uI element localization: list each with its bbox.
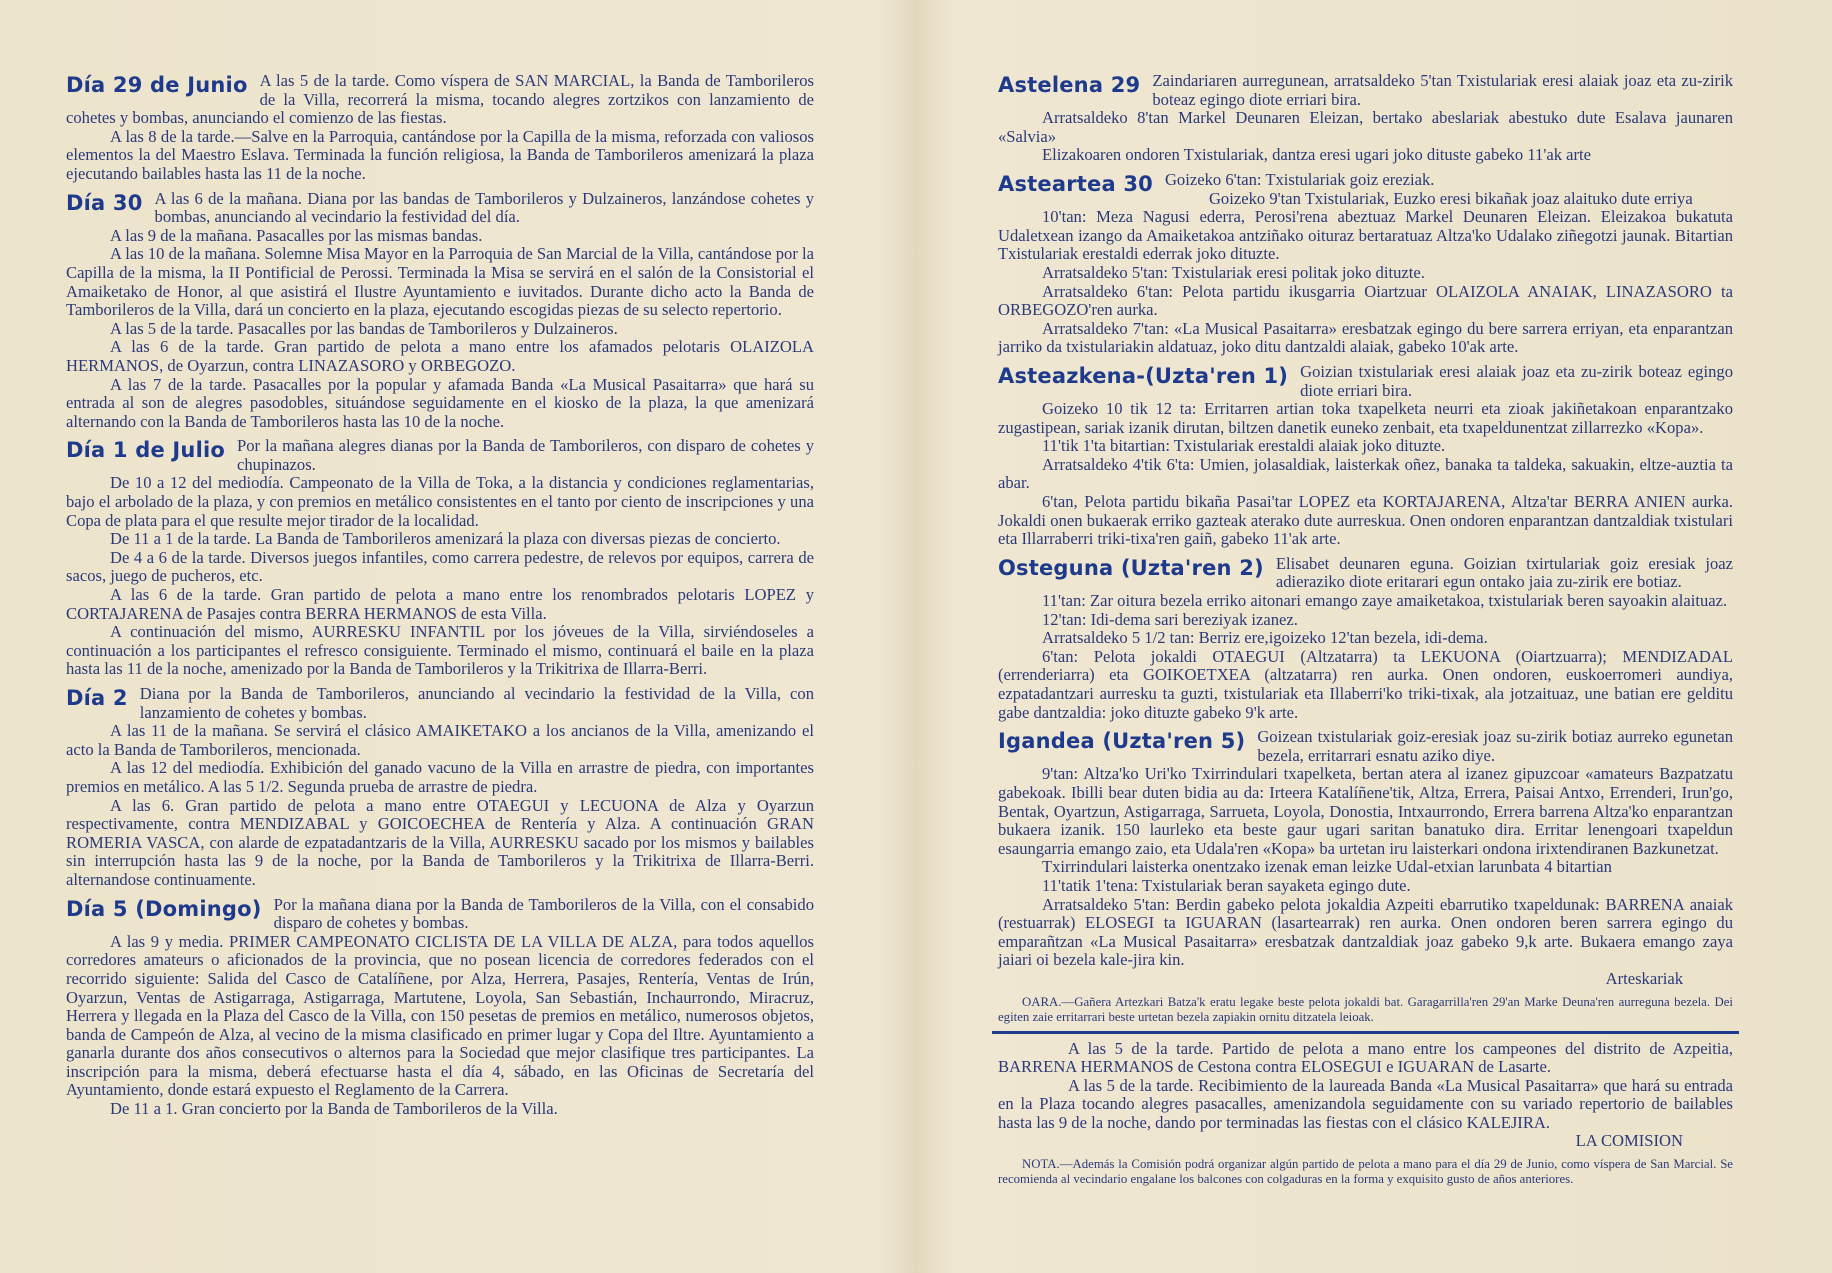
paragraph: Arratsaldeko 7'tan: «La Musical Pasaitarra» eresbatzak egingo du bere sarrera erriyan, eta enparantzan jarriko da txistulariakin aldatuaz, joko ditu dantzaldi alaiak, gabeko 10'ak arte. — [998, 318, 1733, 357]
section-asteazkena — [998, 363, 1733, 549]
paragraph: Arratsaldeko 5'tan: Txistulariak eresi politak joko dituzte. — [1042, 262, 1425, 282]
paragraph: A las 8 de la tarde.—Salve en la Parroquia, cantándose por la Capilla de la misma, reforzada con valiosos elementos la del Maestro Eslava. Terminada la función religiosa, la Banda de Tamborileros amenizará la plaza ejecutando bailables hasta las 11 de la noche. — [66, 126, 814, 183]
oara-note: OARA.—Gañera Artezkari Batza'k eratu legake beste pelota jokaldi bat. Garagarrilla'ren 29'an Marke Deuna'ren aurreguna bezela. Dei egiten zaie erritarrari beste urtetan bezela zapiakin ornitu ditzatela leioak. — [998, 994, 1733, 1024]
day-heading: Osteguna (Uzta'ren 2) — [998, 555, 1264, 580]
section-intro: Goizean txistulariak goiz-eresiak joaz su-zirik botiaz aurreko egunetan bezela, erritarrari esnatu aziko diye. — [1257, 727, 1733, 765]
section-intro: Zaindariaren aurregunean, arratsaldeko 5'tan Txistulariak eresi alaiak joaz eta zu-zirik boteaz egingo diote erriari bira. — [1152, 71, 1733, 109]
section-dia-1-julio — [66, 437, 814, 679]
divider-rule — [992, 1031, 1739, 1034]
paragraph: 11'tan: Zar oitura bezela erriko aitonari emango zaye amaiketakoa, txistulariak beren sayoakin alaituaz. — [1042, 591, 1728, 611]
section-dia-5-domingo — [66, 896, 814, 1119]
paragraph: 9'tan: Altza'ko Uri'ko Txirrindulari txapelketa, bertan atera al izanez gipuzcoar «amateurs Bazpatzatu gabekoak. Ibilli bear duten bidia au da: Irteera Katalíñene'tik, Altza, Errera, Paisai Antxo, Errenderi, Irun'go, Bentak, Oyartzun, Astigarraga, Sarrueta, Loyola, Donostia, Intxaurrondo, Errera barrena Altza'ko enparantzan bukaera izanik. 150 laurleko eta beste gaur ugari saritan banatuko dira. Erritar lenengoari txapeldun esaungarria emango zaio, eta Udala'ren «Kopa» ba urtetan iru laisterkari ondona irixtendiranen Bazkunetzat. — [998, 764, 1733, 858]
paragraph: Elizakoaren ondoren Txistulariak, dantza eresi ugari joko dituste gabeko 11'ak arte — [1042, 145, 1592, 165]
paragraph: 12'tan: Idi-dema sari bereziyak izanez. — [1042, 609, 1298, 629]
paragraph: De 10 a 12 del mediodía. Campeonato de la Villa de Toka, a la distancia y condiciones reglamentarias, bajo el arbolado de la plaza, y con premios en metálico consistentes en el tanto por ciento de inscripciones y una Copa de plata para el que resulte mejor tirador de la localidad. — [66, 473, 814, 530]
paragraph: A las 9 de la mañana. Pasacalles por las mismas bandas. — [110, 225, 483, 245]
paragraph: Txirrindulari laisterka onentzako izenak eman leizke Udal-etxian larunbata 4 bitartian — [1042, 857, 1612, 877]
paragraph: A las 10 de la mañana. Solemne Misa Mayor en la Parroquia de San Marcial de la Villa, cantándose por la Capilla de la misma, la II Pontificial de Perossi. Terminada la Misa se servirá en el salón de la Consistorial el Amaiketako de Honor, al que asistirá el Ilustre Ayuntamiento e iuvitados. Durante dicho acto la Banda de Tamborileros de la Villa, dará un concierto en la plaza, ejecutando escogidas piezas de su selecto repertorio. — [66, 244, 814, 320]
section-intro: Por la mañana alegres dianas por la Banda de Tamborileros, con disparo de cohetes y chupinazos. — [237, 436, 814, 474]
nota-note: NOTA.—Además la Comisión podrá organizar algún partido de pelota a mano para el día 29 de Junio, como víspera de San Marcial. Se recomienda al vecindario engalane los balcones con colgaduras en la forma y exquisito gusto de años anteriores. — [998, 1157, 1733, 1187]
paragraph: A las 12 del mediodía. Exhibición del ganado vacuno de la Villa en arrastre de piedra, con importantes premios en metálico. A las 5 1/2. Segunda prueba de arrastre de piedra. — [66, 758, 814, 796]
section-osteguna — [998, 555, 1733, 722]
day-heading: Día 29 de Junio — [66, 73, 248, 97]
section-intro: A las 6 de la mañana. Diana por las bandas de Tamborileros y Dulzaineros, lanzándose cohetes y bombas, anunciando al vecindario la festividad del día. — [154, 188, 814, 227]
section-intro: Goizian txistulariak eresi alaiak joaz eta zu-zirik boteaz egingo diote erriari bira. — [1300, 361, 1733, 400]
day-heading: Día 2 — [66, 686, 128, 710]
commission-signature: LA COMISION — [1575, 1131, 1683, 1151]
paragraph: A las 11 de la mañana. Se servirá el clásico AMAIKETAKO a los ancianos de la Villa, amenizando el acto la Banda de Tamborileros, mencionada. — [66, 721, 814, 759]
paragraph: Arratsaldeko 6'tan: Pelota partidu ikusgarria Oiartzuar OLAIZOLA ANAIAK, LINAZASORO ta ORBEGOZO'ren aurka. — [998, 281, 1733, 320]
closing-block — [998, 1040, 1733, 1188]
day-heading: Día 5 (Domingo) — [66, 896, 262, 921]
section-astelena-29 — [998, 72, 1733, 165]
paragraph: 6'tan, Pelota partidu bikaña Pasai'tar LOPEZ eta KORTAJARENA, Altza'tar BERRA ANIEN aurka. Jokaldi onen bukaerak erriko gazteak aterako dute aurreskua. Onen ondoren enparantzan dantzaldiak txistulari eta Illarraberri triki-tixa'ren gaiñ, gabeko 11'ak arte. — [998, 492, 1733, 549]
paragraph: A las 6 de la tarde. Gran partido de pelota a mano entre los afamados pelotaris OLAIZOLA HERMANOS, de Oyarzun, contra LINAZASORO y ORBEGOZO. — [66, 337, 814, 375]
paragraph: Goizeko 9'tan Txistulariak, Euzko eresi bikañak joaz alaituko dute erriya — [1208, 188, 1693, 208]
section-intro: Elisabet deunaren eguna. Goizian txirtulariak goiz eresiak joaz adieraziko diote eritarari egun ontako jaia zu-zirik ere botiaz. — [1275, 553, 1733, 592]
paragraph: A las 5 de la tarde. Partido de pelota a mano entre los campeones del distrito de Azpeitia, BARRENA HERMANOS de Cestona contra ELOSEGUI e IGUARAN de Lasarte. — [998, 1038, 1733, 1077]
day-heading: Asteazkena-(Uzta'ren 1) — [998, 363, 1289, 388]
paragraph: Arratsaldeko 4'tik 6'ta: Umien, jolasaldiak, laisterkak oñez, banaka ta taldeka, sakuakin, eltze-auztia ta abar. — [998, 454, 1733, 493]
paragraph: A continuación del mismo, AURRESKU INFANTIL por los jóveues de la Villa, sirviéndoseles a continuación a los participantes el refresco consiguiente. Terminado el mismo, continuará el baile en la plaza hasta las 11 de la noche, amenizado por la Banda de Tamborileros y la Trikitrixa de Illarra-Berri. — [66, 622, 814, 679]
left-page — [66, 72, 814, 1125]
paragraph: 11'tik 1'ta bitartian: Txistulariak erestaldi alaiak joko dituzte. — [1042, 436, 1446, 456]
paragraph: Arratsaldeko 5 1/2 tan: Berriz ere,igoizeko 12'tan bezela, idi-dema. — [1042, 628, 1488, 648]
paragraph: A las 9 y media. PRIMER CAMPEONATO CICLISTA DE LA VILLA DE ALZA, para todos aquellos corredores amateurs o aficionados de la provincia, que no posean licencia de corredores federados con el recorrido siguiente: Salida del Casco de Catalíñene, por Alza, Herrera, Pasajes, Rentería, Ventas de Irún, Oyarzun, Ventas de Astigarraga, Astigarraga, Martutene, Loyola, San Sebastián, Inchaurrondo, Miracruz, Herrera y llegada en la Plaza del Casco de la Villa, con 150 pesetas de premios en metálico, numerosos objetos, banda de Campeón de Alza, al vecino de la misma clasificado en primer lugar y Copa del Iltre. Ayuntamiento a ganarla durante dos años consecutivos o alternos para la Sociedad que mejor clasifique tres participantes. La inscripción para la misma, deberá efectuarse hasta el día 4, sábado, en las Oficinas de Secretaría del Ayuntamiento, donde estará expuesto el Reglamento de la Carrera. — [66, 931, 814, 1100]
section-dia-2 — [66, 685, 814, 890]
paragraph: 11'tatik 1'tena: Txistulariak beran sayaketa egingo dute. — [1042, 875, 1411, 895]
day-heading: Asteartea 30 — [998, 171, 1153, 196]
section-intro: Goizeko 6'tan: Txistulariak goiz ereziak. — [1164, 169, 1435, 189]
paragraph: A las 5 de la tarde. Pasacalles por las bandas de Tamborileros y Dulzaineros. — [110, 318, 618, 338]
paragraph: Goizeko 10 tik 12 ta: Erritarren artian toka txapelketa neurri eta zioak jakiñetakoan enparantzako zugastipean, sariak izanik dirutan, biltzen danetik euneko zenbait, eta txapeldunentzat zillarrezko «Kopa». — [998, 399, 1733, 437]
right-page — [998, 72, 1733, 1187]
section-dia-29-junio — [66, 72, 814, 184]
day-heading: Astelena 29 — [998, 73, 1141, 97]
paragraph: A las 7 de la tarde. Pasacalles por la popular y afamada Banda «La Musical Pasaitarra» que hará su entrada al son de alegres pasodobles, situándose seguidamente en el kiosko de la plaza, la que amenizará alternando con la Banda de Tamborileros hasta las 10 de la noche. — [66, 374, 814, 431]
paragraph: Arratsaldeko 8'tan Markel Deunaren Eleizan, bertako abeslariak abestuko dute Esalava jaunaren «Salvia» — [998, 108, 1733, 146]
day-heading: Día 30 — [66, 190, 143, 215]
paragraph: De 11 a 1. Gran concierto por la Banda de Tamborileros de la Villa. — [110, 1099, 558, 1119]
section-igandea — [998, 728, 1733, 1024]
signature: Arteskariak — [1605, 968, 1683, 988]
section-intro: Por la mañana diana por la Banda de Tamborileros de la Villa, con el consabido disparo de cohetes y bombas. — [273, 894, 814, 933]
section-dia-30 — [66, 190, 814, 432]
day-heading: Día 1 de Julio — [66, 438, 226, 463]
paragraph: A las 5 de la tarde. Recibimiento de la laureada Banda «La Musical Pasaitarra» que hará su entrada en la Plaza tocando alegres pasacalles, amenizandola seguidamente con su variado repertorio de bailables hasta las 9 de la noche, dando por terminadas las fiestas con el clásico KALEJIRA. — [998, 1075, 1733, 1132]
section-intro: A las 5 de la tarde. Como víspera de SAN MARCIAL, la Banda de Tamborileros de la Villa, recorrerá la misma, tocando alegres zortzikos con lanzamiento de cohetes y bombas, anunciando el comienzo de las fiestas. — [66, 71, 814, 128]
paragraph: A las 6. Gran partido de pelota a mano entre OTAEGUI y LECUONA de Alza y Oyarzun respectivamente, contra MENDIZABAL y GOICOECHEA de Rentería y Alza. A continuación GRAN ROMERIA VASCA, con alarde de ezpatadantzaris de la Villa, AURRESKU sacado por los mismos y bailables sin interrupción hasta las 9 de la noche, por la Banda de Tamborileros y la Trikitrixa de Illarra-Berri. alternandose continuamente. — [66, 795, 814, 889]
paragraph: De 4 a 6 de la tarde. Diversos juegos infantiles, como carrera pedestre, de relevos por equipos, carrera de sacos, juego de pucheros, etc. — [66, 547, 814, 586]
paragraph: A las 6 de la tarde. Gran partido de pelota a mano entre los renombrados pelotaris LOPEZ y CORTAJARENA de Pasajes contra BERRA HERMANOS de esta Villa. — [66, 585, 814, 623]
paragraph: De 11 a 1 de la tarde. La Banda de Tamborileros amenizará la plaza con diversas piezas de concierto. — [110, 529, 781, 549]
paragraph: 6'tan: Pelota jokaldi OTAEGUI (Altzatarra) ta LEKUONA (Oiartzuarra); MENDIZADAL (errenderiarra) eta GOIKOETXEA (altzatarra) ren aurka. Onen ondoren, euskoerromeri aundiya, ezpatadantzari aurresku ta guzti, txistulariak eta Illaberri'ko triki-tixak, ala jotzaituaz, une batian ere gelditu gabe dantzaldia: joko dituzte gabeko 9'k arte. — [998, 646, 1733, 722]
section-asteartea-30 — [998, 171, 1733, 357]
day-heading: Igandea (Uzta'ren 5) — [998, 729, 1246, 754]
section-intro: Diana por la Banda de Tamborileros, anunciando al vecindario la festividad de la Villa, con lanzamiento de cohetes y bombas. — [139, 684, 814, 722]
paragraph: 10'tan: Meza Nagusi ederra, Perosi'rena abeztuaz Markel Deunaren Eleizan. Eleizakoa bukatuta Udaletxean izango da Amaiketakoa antziñako oituraz bertaratuaz Altza'ko Udalako ziñegotzi jaunak. Bitartian Txistulariak erestaldi ederrak joko dituzte. — [998, 207, 1733, 264]
paragraph: Arratsaldeko 5'tan: Berdin gabeko pelota jokaldia Azpeiti ebarrutiko txapeldunak: BARRENA anaiak (restuarrak) ELOSEGI ta IGUARAN (lasartearrak) ren aurka. Onen ondoren beren sarrera egingo du emparañtzan «La Musical Pasaitarra» eresbatzak dantzaldiak joaz gabeko 9,k arte. Bukaera emango zaya jaiari oi bezela kale-jira kin. — [998, 894, 1733, 970]
